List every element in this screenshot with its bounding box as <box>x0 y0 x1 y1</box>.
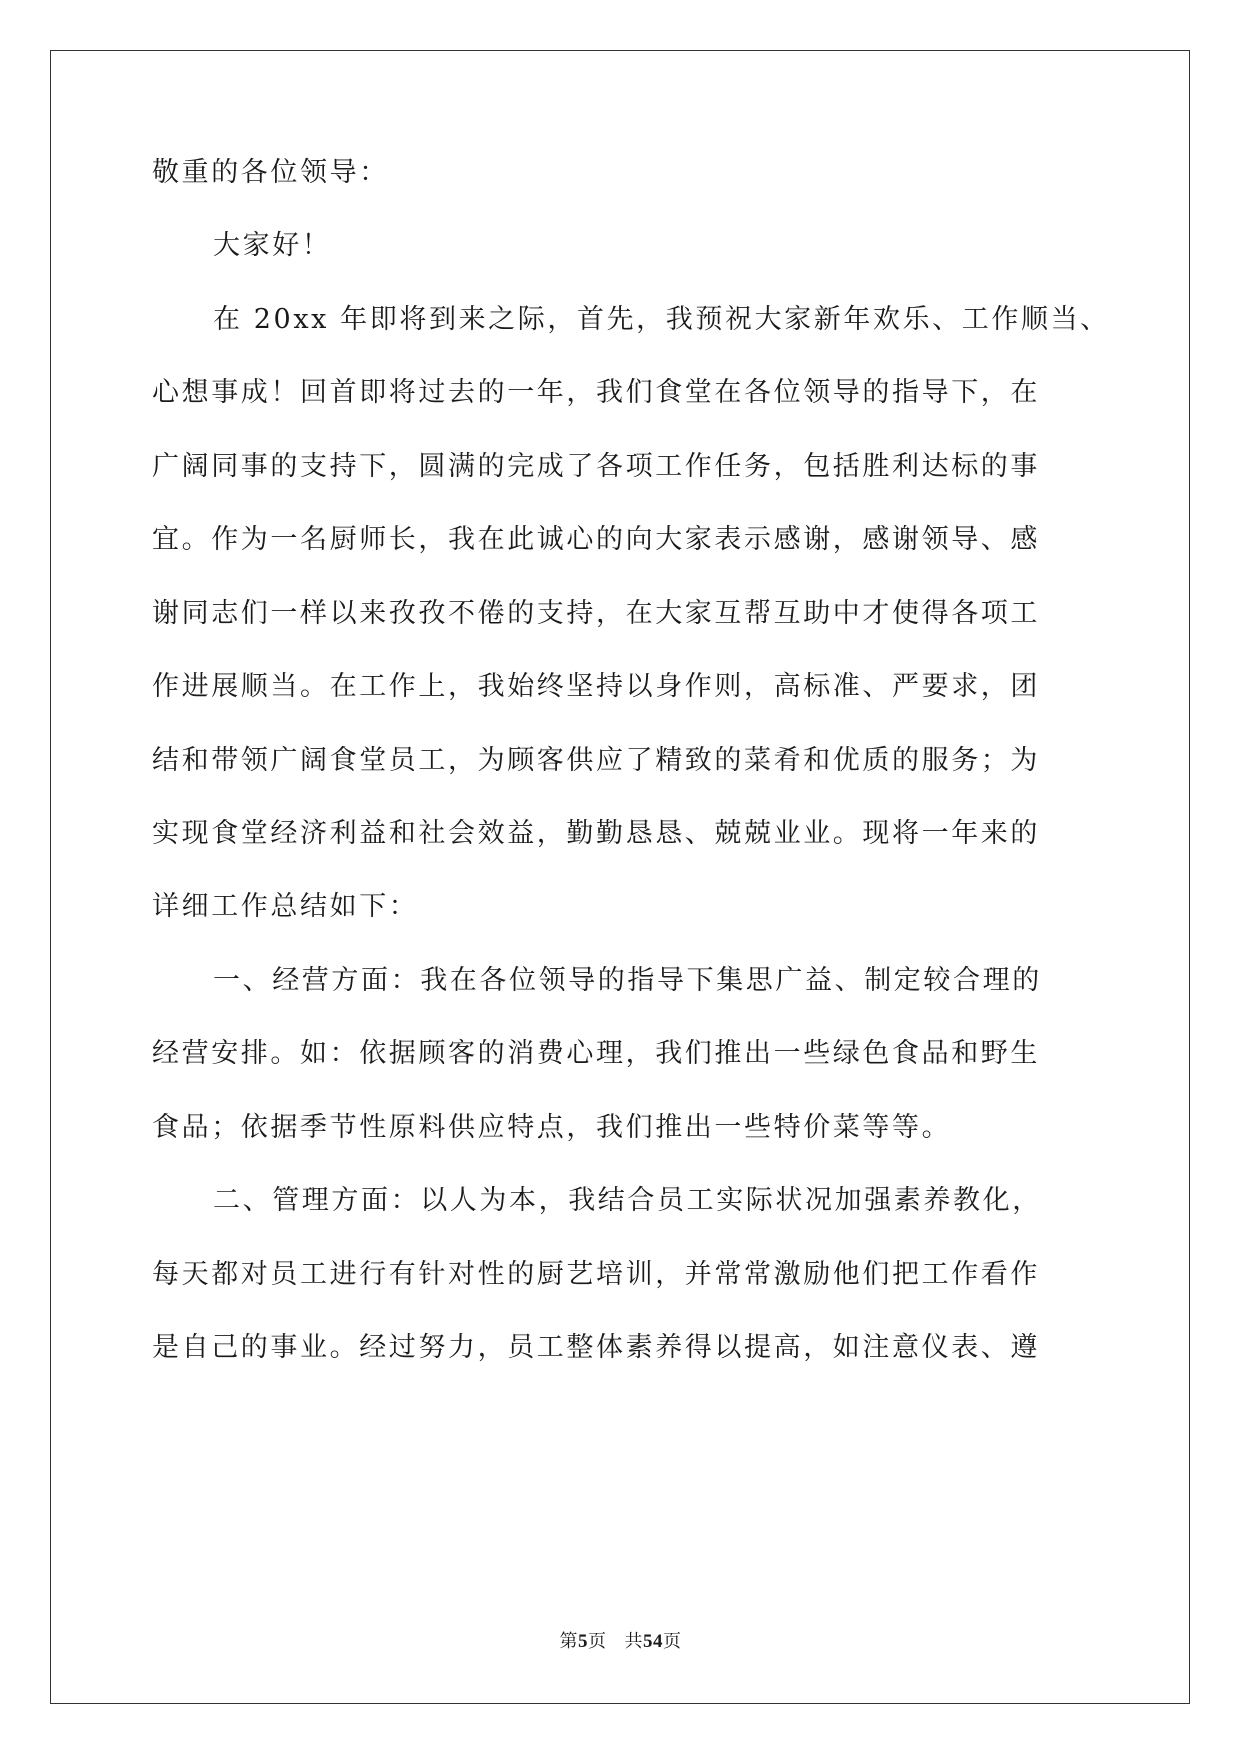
salutation-line: 敬重的各位领导： <box>152 157 389 188</box>
page-number: 5 <box>578 1631 588 1652</box>
total-prefix: 共 <box>624 1631 643 1652</box>
page-footer <box>0 1631 1241 1653</box>
page-border <box>50 50 1190 1704</box>
total-pages: 54 <box>643 1631 663 1652</box>
paragraph-line: 结和带领广阔食堂员工，为顾客供应了精致的菜肴和优质的服务；为 <box>152 745 1040 776</box>
paragraph-line: 是自己的事业。经过努力，员工整体素养得以提高，如注意仪表、遵 <box>152 1332 1040 1363</box>
paragraph-line: 详细工作总结如下： <box>152 891 419 922</box>
paragraph-line: 作进展顺当。在工作上，我始终坚持以身作则，高标准、严要求，团 <box>152 671 1040 702</box>
page-prefix: 第 <box>559 1631 578 1652</box>
paragraph-line: 二、管理方面：以人为本，我结合员工实际状况加强素养教化， <box>213 1185 1042 1216</box>
page-suffix: 页 <box>588 1631 607 1652</box>
paragraph-line: 广阔同事的支持下，圆满的完成了各项工作任务，包括胜利达标的事 <box>152 451 1040 482</box>
total-suffix: 页 <box>663 1631 682 1652</box>
paragraph-line: 在 20xx 年即将到来之际，首先，我预祝大家新年欢乐、工作顺当、 <box>213 304 1110 335</box>
paragraph-line: 实现食堂经济利益和社会效益，勤勤恳恳、兢兢业业。现将一年来的 <box>152 818 1040 849</box>
paragraph-line: 宜。作为一名厨师长，我在此诚心的向大家表示感谢，感谢领导、感 <box>152 524 1040 555</box>
paragraph-line: 一、经营方面：我在各位领导的指导下集思广益、制定较合理的 <box>213 965 1042 996</box>
paragraph-line: 食品；依据季节性原料供应特点，我们推出一些特价菜等等。 <box>152 1112 952 1143</box>
paragraph-line: 谢同志们一样以来孜孜不倦的支持，在大家互帮互助中才使得各项工 <box>152 598 1040 629</box>
greeting-line: 大家好！ <box>213 230 332 261</box>
paragraph-line: 每天都对员工进行有针对性的厨艺培训，并常常激励他们把工作看作 <box>152 1259 1040 1290</box>
paragraph-line: 心想事成！回首即将过去的一年，我们食堂在各位领导的指导下，在 <box>152 377 1040 408</box>
paragraph-line: 经营安排。如：依据顾客的消费心理，我们推出一些绿色食品和野生 <box>152 1038 1040 1069</box>
